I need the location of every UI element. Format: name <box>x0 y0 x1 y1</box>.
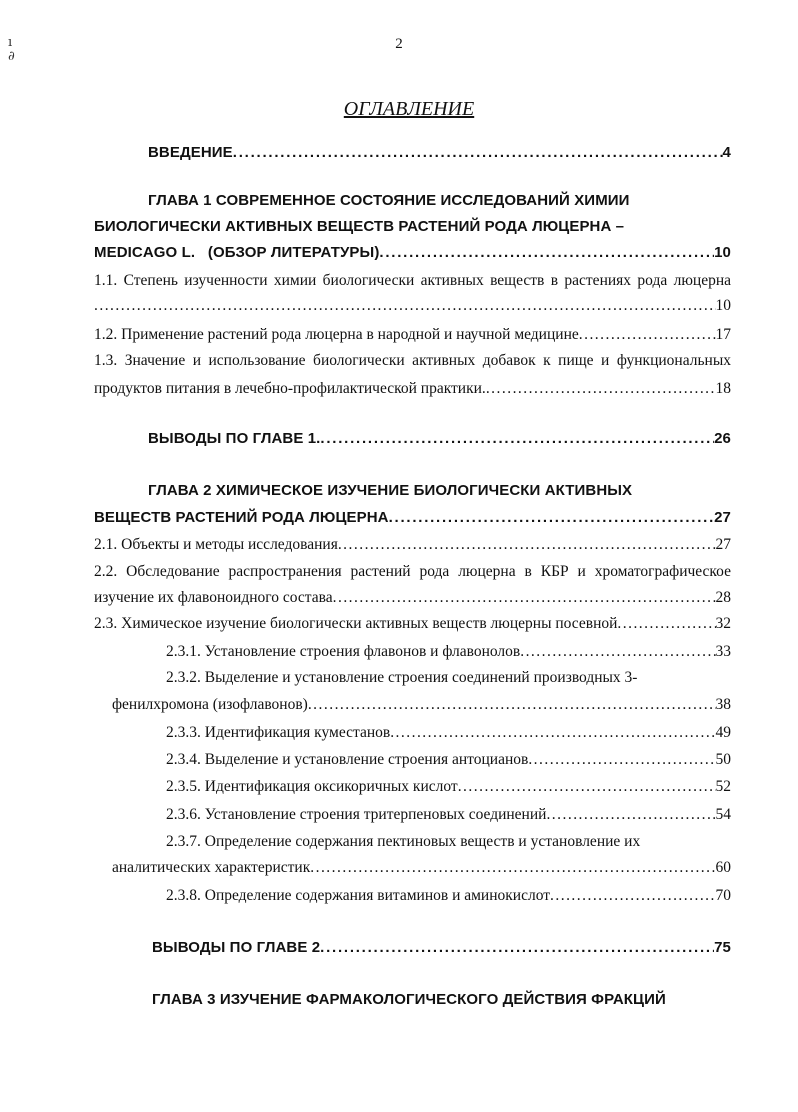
toc-section-1-3-line1[interactable]: 1.3. Значение и использование биологически активных добавок к пище и функциональных <box>94 352 731 369</box>
toc-conclusions-chapter-2[interactable] <box>152 939 731 956</box>
toc-page-number: 52 <box>715 778 731 795</box>
toc-page-number: 70 <box>715 887 731 904</box>
dot-leader <box>320 430 714 447</box>
dot-leader <box>320 939 714 956</box>
toc-section-2-2-line2[interactable] <box>94 589 731 607</box>
toc-chapter-3-heading-line1[interactable]: ГЛАВА 3 ИЗУЧЕНИЕ ФАРМАКОЛОГИЧЕСКОГО ДЕЙСТВИЯ ФРАКЦИЙ <box>152 991 666 1008</box>
dot-leader <box>528 751 715 769</box>
toc-section-1-2[interactable] <box>94 326 731 344</box>
toc-page-number: 10 <box>715 297 731 314</box>
toc-section-2-3-3[interactable] <box>166 724 731 742</box>
dot-leader <box>379 244 714 261</box>
dot-leader <box>310 859 715 877</box>
dot-leader <box>550 887 715 905</box>
toc-page-number: 26 <box>714 430 731 447</box>
dot-leader <box>390 724 715 742</box>
toc-entry-label: фенилхромона (изофлавонов) <box>112 696 308 713</box>
toc-title: ОГЛАВЛЕНИЕ <box>343 98 475 120</box>
dot-leader <box>579 326 716 344</box>
toc-entry-label: 2.3.1. Установление строения флавонов и флавонолов <box>166 643 521 660</box>
toc-section-2-3-2-line1[interactable]: 2.3.2. Выделение и установление строения соединений производных 3- <box>166 669 638 686</box>
dot-leader <box>389 509 715 526</box>
toc-section-2-3-8[interactable] <box>166 887 731 905</box>
toc-section-1-3-line2[interactable] <box>94 380 731 398</box>
toc-entry-label: ВЕЩЕСТВ РАСТЕНИЙ РОДА ЛЮЦЕРНА <box>94 509 389 526</box>
toc-section-2-3-4[interactable] <box>166 751 731 769</box>
toc-page-number: 18 <box>715 380 731 397</box>
toc-conclusions-chapter-1[interactable] <box>148 430 731 447</box>
dot-leader <box>458 778 716 796</box>
toc-chapter-2-heading-line1[interactable]: ГЛАВА 2 ХИМИЧЕСКОЕ ИЗУЧЕНИЕ БИОЛОГИЧЕСКИ АКТИВНЫХ <box>148 482 633 499</box>
toc-section-2-3-6[interactable] <box>166 806 731 824</box>
toc-entry-introduction[interactable] <box>148 144 731 161</box>
toc-page-number: 38 <box>715 696 731 713</box>
toc-entry-label: 1.2. Применение растений рода люцерна в народной и научной медицине <box>94 326 579 343</box>
toc-entry-label: 2.3.8. Определение содержания витаминов и аминокислот <box>166 887 551 904</box>
toc-section-2-3-7-line2[interactable] <box>112 859 731 877</box>
toc-entry-label: ВЫВОДЫ ПО ГЛАВЕ 2 <box>152 939 321 956</box>
toc-entry-label: 2.3.4. Выделение и установление строения антоцианов <box>166 751 529 768</box>
toc-entry-label: 2.3.6. Установление строения тритерпеновых соединений <box>166 806 547 823</box>
toc-entry-label: 2.1. Объекты и методы исследования <box>94 536 338 553</box>
toc-entry-label: аналитических характеристик <box>112 859 311 876</box>
toc-page-number: 60 <box>715 859 731 876</box>
dot-leader <box>333 589 716 607</box>
toc-page-number: 27 <box>714 509 731 526</box>
toc-section-2-3[interactable] <box>94 615 731 633</box>
toc-entry-label: 2.3. Химическое изучение биологически активных веществ люцерны посевной <box>94 615 618 632</box>
toc-entry-label: изучение их флавоноидного состава <box>94 589 333 606</box>
toc-page-number: 4 <box>722 144 731 161</box>
toc-section-2-3-1[interactable] <box>166 643 731 661</box>
toc-entry-label: 2.3.3. Идентификация куместанов <box>166 724 391 741</box>
scan-artifact-mark: ı ∂ <box>8 35 15 64</box>
dot-leader <box>617 615 715 633</box>
dot-leader <box>94 297 716 315</box>
toc-section-2-2-line1[interactable]: 2.2. Обследование распространения растений рода люцерна в КБР и хроматографическое <box>94 563 731 580</box>
toc-entry-label: ВВЕДЕНИЕ <box>148 144 233 161</box>
dot-leader <box>520 643 715 661</box>
toc-page-number: 17 <box>715 326 731 343</box>
toc-page-number: 33 <box>715 643 731 660</box>
dot-leader <box>233 144 723 161</box>
toc-entry-label: MEDICAGO L. (ОБЗОР ЛИТЕРАТУРЫ) <box>94 244 380 261</box>
dot-leader <box>308 696 716 714</box>
toc-page-number: 27 <box>715 536 731 553</box>
dot-leader <box>546 806 715 824</box>
toc-page-number: 28 <box>715 589 731 606</box>
toc-section-2-3-2-line2[interactable] <box>112 696 731 714</box>
toc-chapter-1-heading-line1[interactable]: ГЛАВА 1 СОВРЕМЕННОЕ СОСТОЯНИЕ ИССЛЕДОВАНИЙ ХИМИИ <box>148 192 630 209</box>
toc-chapter-1-heading-line2[interactable]: БИОЛОГИЧЕСКИ АКТИВНЫХ ВЕЩЕСТВ РАСТЕНИЙ РОДА ЛЮЦЕРНА – <box>94 218 625 235</box>
toc-section-2-1[interactable] <box>94 536 731 554</box>
toc-chapter-2-heading-line2[interactable] <box>94 509 731 526</box>
toc-entry-label: продуктов питания в лечебно-профилактической практики. <box>94 380 486 397</box>
page-number: 2 <box>395 36 403 52</box>
toc-section-2-3-7-line1[interactable]: 2.3.7. Определение содержания пектиновых веществ и установление их <box>166 833 641 850</box>
toc-section-1-1-line2[interactable] <box>94 297 731 315</box>
toc-page-number: 54 <box>715 806 731 823</box>
toc-entry-label: ВЫВОДЫ ПО ГЛАВЕ 1. <box>148 430 321 447</box>
toc-page-number: 75 <box>714 939 731 956</box>
dot-leader <box>486 380 716 398</box>
toc-page-number: 50 <box>715 751 731 768</box>
toc-chapter-1-heading-line3[interactable] <box>94 244 731 261</box>
dot-leader <box>338 536 716 554</box>
toc-page-number: 10 <box>714 244 731 261</box>
toc-page-number: 32 <box>715 615 731 632</box>
toc-section-2-3-5[interactable] <box>166 778 731 796</box>
toc-section-1-1-line1[interactable]: 1.1. Степень изученности химии биологически активных веществ в растениях рода люцерна <box>94 272 731 289</box>
toc-entry-label: 2.3.5. Идентификация оксикоричных кислот <box>166 778 458 795</box>
toc-page-number: 49 <box>715 724 731 741</box>
